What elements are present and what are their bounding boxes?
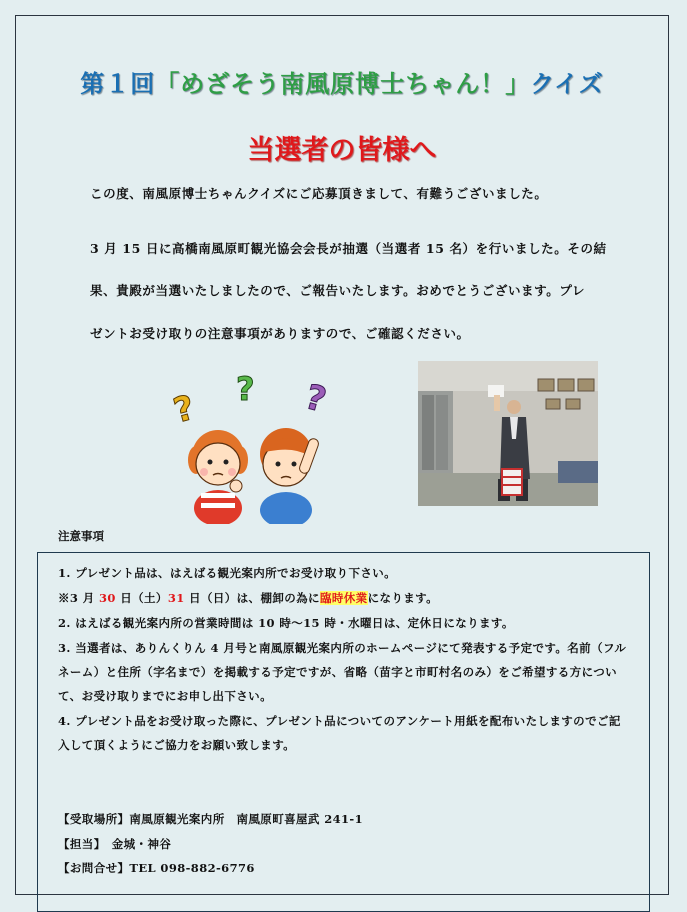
contact-tel: 【お問合せ】TEL 098-882-6776 <box>58 861 255 875</box>
thinking-children-illustration <box>166 368 346 524</box>
question-mark-icon-green: ? <box>236 370 255 408</box>
closure-text-mid2: 日（日）は、棚卸の為に <box>184 591 320 605</box>
closure-text-post: になります。 <box>367 591 439 605</box>
document-page <box>15 15 669 895</box>
title-suffix: クイズ <box>530 69 604 98</box>
closure-text-mid1: 日（土） <box>115 591 168 605</box>
girl-figure-icon <box>188 430 248 524</box>
closure-text-pre: ※3 月 <box>58 591 100 605</box>
title-prefix: 第１回 <box>80 69 156 98</box>
lottery-drawing-photo <box>418 361 598 506</box>
quiz-title <box>16 64 668 99</box>
intro-paragraph-2-line-1: 3 月 15 日に高橋南風原町観光協会会長が抽選（当選者 15 名）を行いました。その結 <box>90 241 607 256</box>
notice-item-1: 1. プレゼント品は、はえばる観光案内所でお受け取り下さい。 <box>58 566 397 580</box>
intro-paragraph-2-line-2: 果、貴殿が当選いたしましたので、ご報告いたします。おめでとうございます。プレ <box>90 283 586 298</box>
notice-item-3-line-1: 3. 当選者は、ありんくりん 4 月号と南風原観光案内所のホームページにて発表する予定です。名前（フル <box>58 641 627 655</box>
intro-paragraph-2-line-3: ゼントお受け取りの注意事項がありますので、ご確認ください。 <box>90 326 470 341</box>
contact-staff: 【担当】 金城・神谷 <box>58 837 172 851</box>
boy-figure-icon <box>260 428 320 524</box>
notice-heading: 注意事項 <box>58 529 104 543</box>
notice-item-3-line-2: ネーム）と住所（字名まで）を掲載する予定ですが、省略（苗字と市町村名のみ）をご希望する方につい <box>58 665 618 679</box>
closure-date-31: 31 <box>167 591 185 605</box>
intro-paragraph-1: この度、南風原博士ちゃんクイズにご応募頂きまして、有難うございました。 <box>90 186 548 201</box>
notice-closure-line <box>58 590 438 606</box>
title-name: 「めざそう南風原博士ちゃん！」 <box>155 69 531 98</box>
notice-item-4-line-2: 入して頂くようにご協力をお願い致します。 <box>58 738 296 752</box>
notice-box <box>37 552 650 912</box>
notice-item-4-line-1: 4. プレゼント品をお受け取った際に、プレゼント品についてのアンケート用紙を配布いたしますのでご記 <box>58 714 621 728</box>
question-mark-icon-purple: ? <box>300 377 331 421</box>
notice-item-3-line-3: て、お受け取りまでにお申し出下さい。 <box>58 689 272 703</box>
question-mark-icon-yellow: ? <box>169 387 199 432</box>
temporary-closure-badge: 臨時休業 <box>319 591 368 605</box>
contact-place: 【受取場所】南風原観光案内所 南風原町喜屋武 241-1 <box>58 812 363 826</box>
notice-item-2: 2. はえばる観光案内所の営業時間は 10 時～15 時・水曜日は、定休日になります。 <box>58 616 514 630</box>
closure-date-30: 30 <box>99 591 116 605</box>
winners-heading: 当選者の皆様へ <box>247 135 437 166</box>
